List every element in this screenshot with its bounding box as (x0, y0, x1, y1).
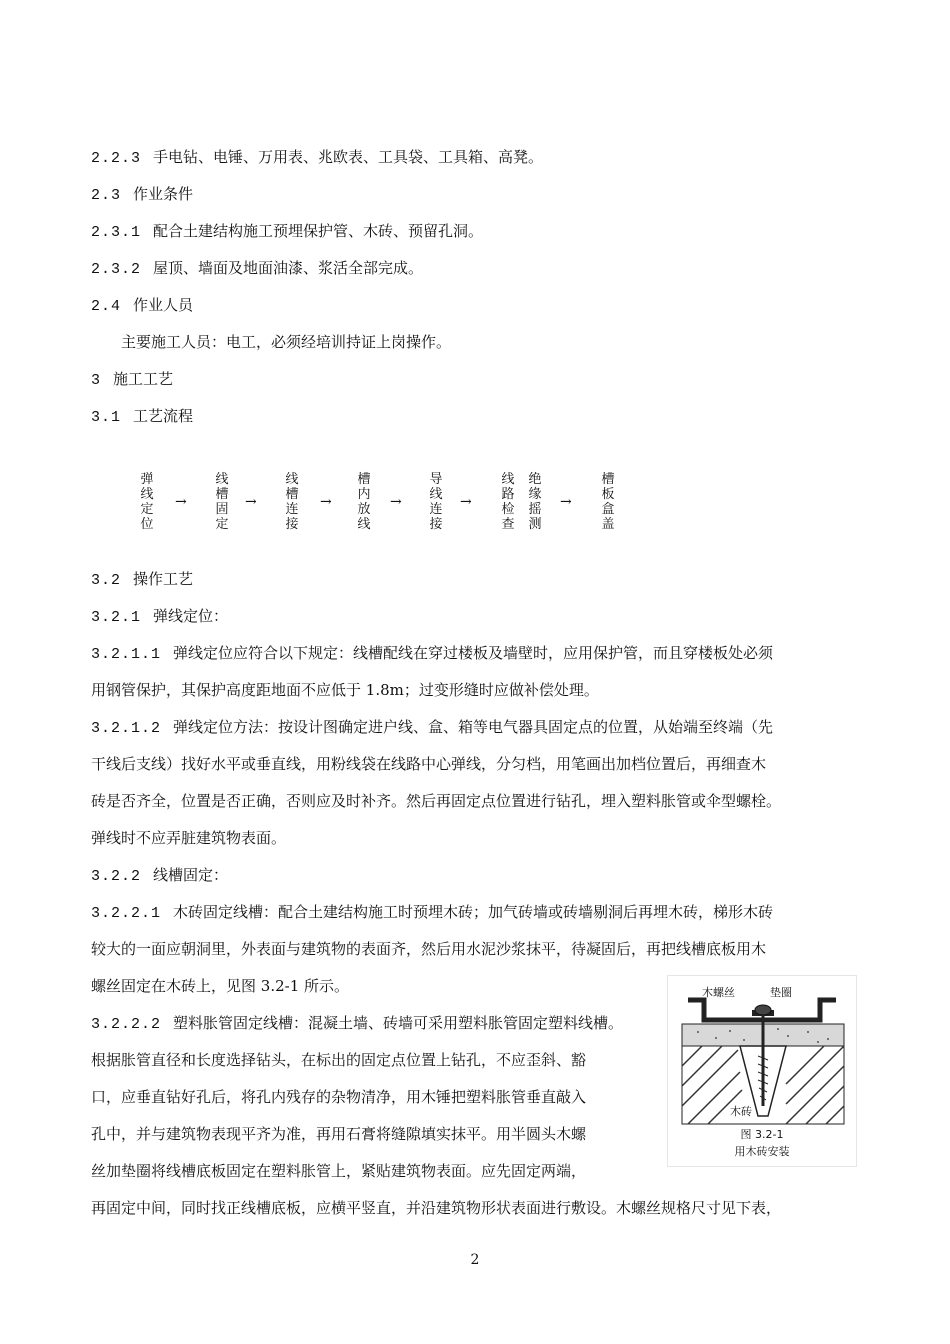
flow-arrow: → (320, 494, 332, 510)
flow-step-4: 槽 内 放 线 (357, 472, 371, 532)
figure-wood-brick-install (667, 975, 857, 1167)
flow-step-7: 绝 缘 摇 测 (528, 472, 542, 532)
para-3-2-2-2-line1: 3.2.2.2 塑料胀管固定线槽：混凝土墙、砖墙可采用塑料胀管固定塑料线槽。 (91, 1014, 624, 1033)
line-2-3-2: 2.3.2 屋顶、墙面及地面油漆、浆活全部完成。 (91, 259, 424, 278)
para-3-2-2-2-line4: 孔中，并与建筑物表现平齐为准，再用石膏将缝隙填实抹平。用半圆头木螺 (91, 1125, 587, 1143)
label-washer: 垫圈 (770, 986, 792, 999)
flow-step-8: 槽 板 盒 盖 (601, 472, 615, 532)
flow-arrow: → (390, 494, 402, 510)
figure-caption-text: 用木砖安装 (734, 1145, 790, 1158)
process-flow-chart (135, 472, 655, 534)
heading-2-3: 2.3 作业条件 (91, 185, 194, 204)
para-3-2-1-1-line1: 3.2.1.1 弹线定位应符合以下规定：线槽配线在穿过楼板及墙壁时，应用保护管，而且穿楼板处必须 (91, 644, 774, 663)
para-3-2-2-2-line3: 口，应垂直钻好孔后，将孔内残存的杂物清净，用木锤把塑料胀管垂直敲入 (91, 1088, 587, 1106)
flow-arrow: → (175, 494, 187, 510)
para-3-2-2-1-line2: 较大的一面应朝洞里，外表面与建筑物的表面齐，然后用水泥沙浆抹平，待凝固后，再把线槽底板用木 (91, 940, 767, 958)
line-2-3-1: 2.3.1 配合土建结构施工预埋保护管、木砖、预留孔洞。 (91, 222, 484, 241)
flow-step-3: 线 槽 连 接 (285, 472, 299, 532)
heading-2-4: 2.4 作业人员 (91, 296, 194, 315)
heading-3-2: 3.2 操作工艺 (91, 570, 194, 589)
para-3-2-1-2-line4: 弹线时不应弄脏建筑物表面。 (91, 829, 287, 847)
figure-caption-number: 图 3.2-1 (740, 1128, 784, 1141)
flow-step-1: 弹 线 定 位 (140, 472, 154, 532)
line-2-2-3: 2.2.3 手电钻、电锤、万用表、兆欧表、工具袋、工具箱、高凳。 (91, 148, 544, 167)
line-2-4-body: 主要施工人员：电工，必须经培训持证上岗操作。 (121, 333, 452, 351)
heading-3-2-1: 3.2.1 弹线定位： (91, 607, 229, 626)
para-3-2-2-1-line3: 螺丝固定在木砖上，见图 3.2-1 所示。 (91, 977, 350, 995)
wood-brick-diagram (668, 976, 856, 1126)
label-wood-brick: 木砖 (730, 1105, 752, 1118)
heading-3-1: 3.1 工艺流程 (91, 407, 194, 426)
flow-arrow: → (460, 494, 472, 510)
para-3-2-1-2-line1: 3.2.1.2 弹线定位方法：按设计图确定进户线、盒、箱等电气器具固定点的位置，从始端至终端（先 (91, 718, 774, 737)
para-3-2-2-2-line6: 再固定中间，同时找正线槽底板，应横平竖直，并沿建筑物形状表面进行敷设。木螺丝规格尺寸见下表， (91, 1199, 782, 1217)
para-3-2-1-2-line3: 砖是否齐全，位置是否正确，否则应及时补齐。然后再固定点位置进行钻孔，埋入塑料胀管或伞型螺栓。 (91, 792, 782, 810)
flow-arrow: → (560, 494, 572, 510)
para-3-2-2-2-line2: 根据胀管直径和长度选择钻头，在标出的固定点位置上钻孔，不应歪斜、豁 (91, 1051, 587, 1069)
para-3-2-1-1-line2: 用钢管保护，其保护高度距地面不应低于 1.8m；过变形缝时应做补偿处理。 (91, 681, 599, 699)
flow-step-5: 导 线 连 接 (429, 472, 443, 532)
flow-step-2: 线 槽 固 定 (215, 472, 229, 532)
para-3-2-2-2-line5: 丝加垫圈将线槽底板固定在塑料胀管上，紧贴建筑物表面。应先固定两端， (91, 1162, 587, 1180)
flow-arrow: → (245, 494, 257, 510)
label-wood-screw: 木螺丝 (702, 986, 735, 999)
heading-3: 3 施工工艺 (91, 370, 174, 389)
page-number: 2 (470, 1252, 480, 1268)
flow-step-6: 线 路 检 查 (501, 472, 515, 532)
para-3-2-2-1-line1: 3.2.2.1 木砖固定线槽：配合土建结构施工时预埋木砖；加气砖墙或砖墙剔洞后再埋木砖，梯形木砖 (91, 903, 774, 922)
heading-3-2-2: 3.2.2 线槽固定： (91, 866, 229, 885)
para-3-2-1-2-line2: 干线后支线）找好水平或垂直线，用粉线袋在线路中心弹线，分匀档，用笔画出加档位置后，再细查木 (91, 755, 767, 773)
